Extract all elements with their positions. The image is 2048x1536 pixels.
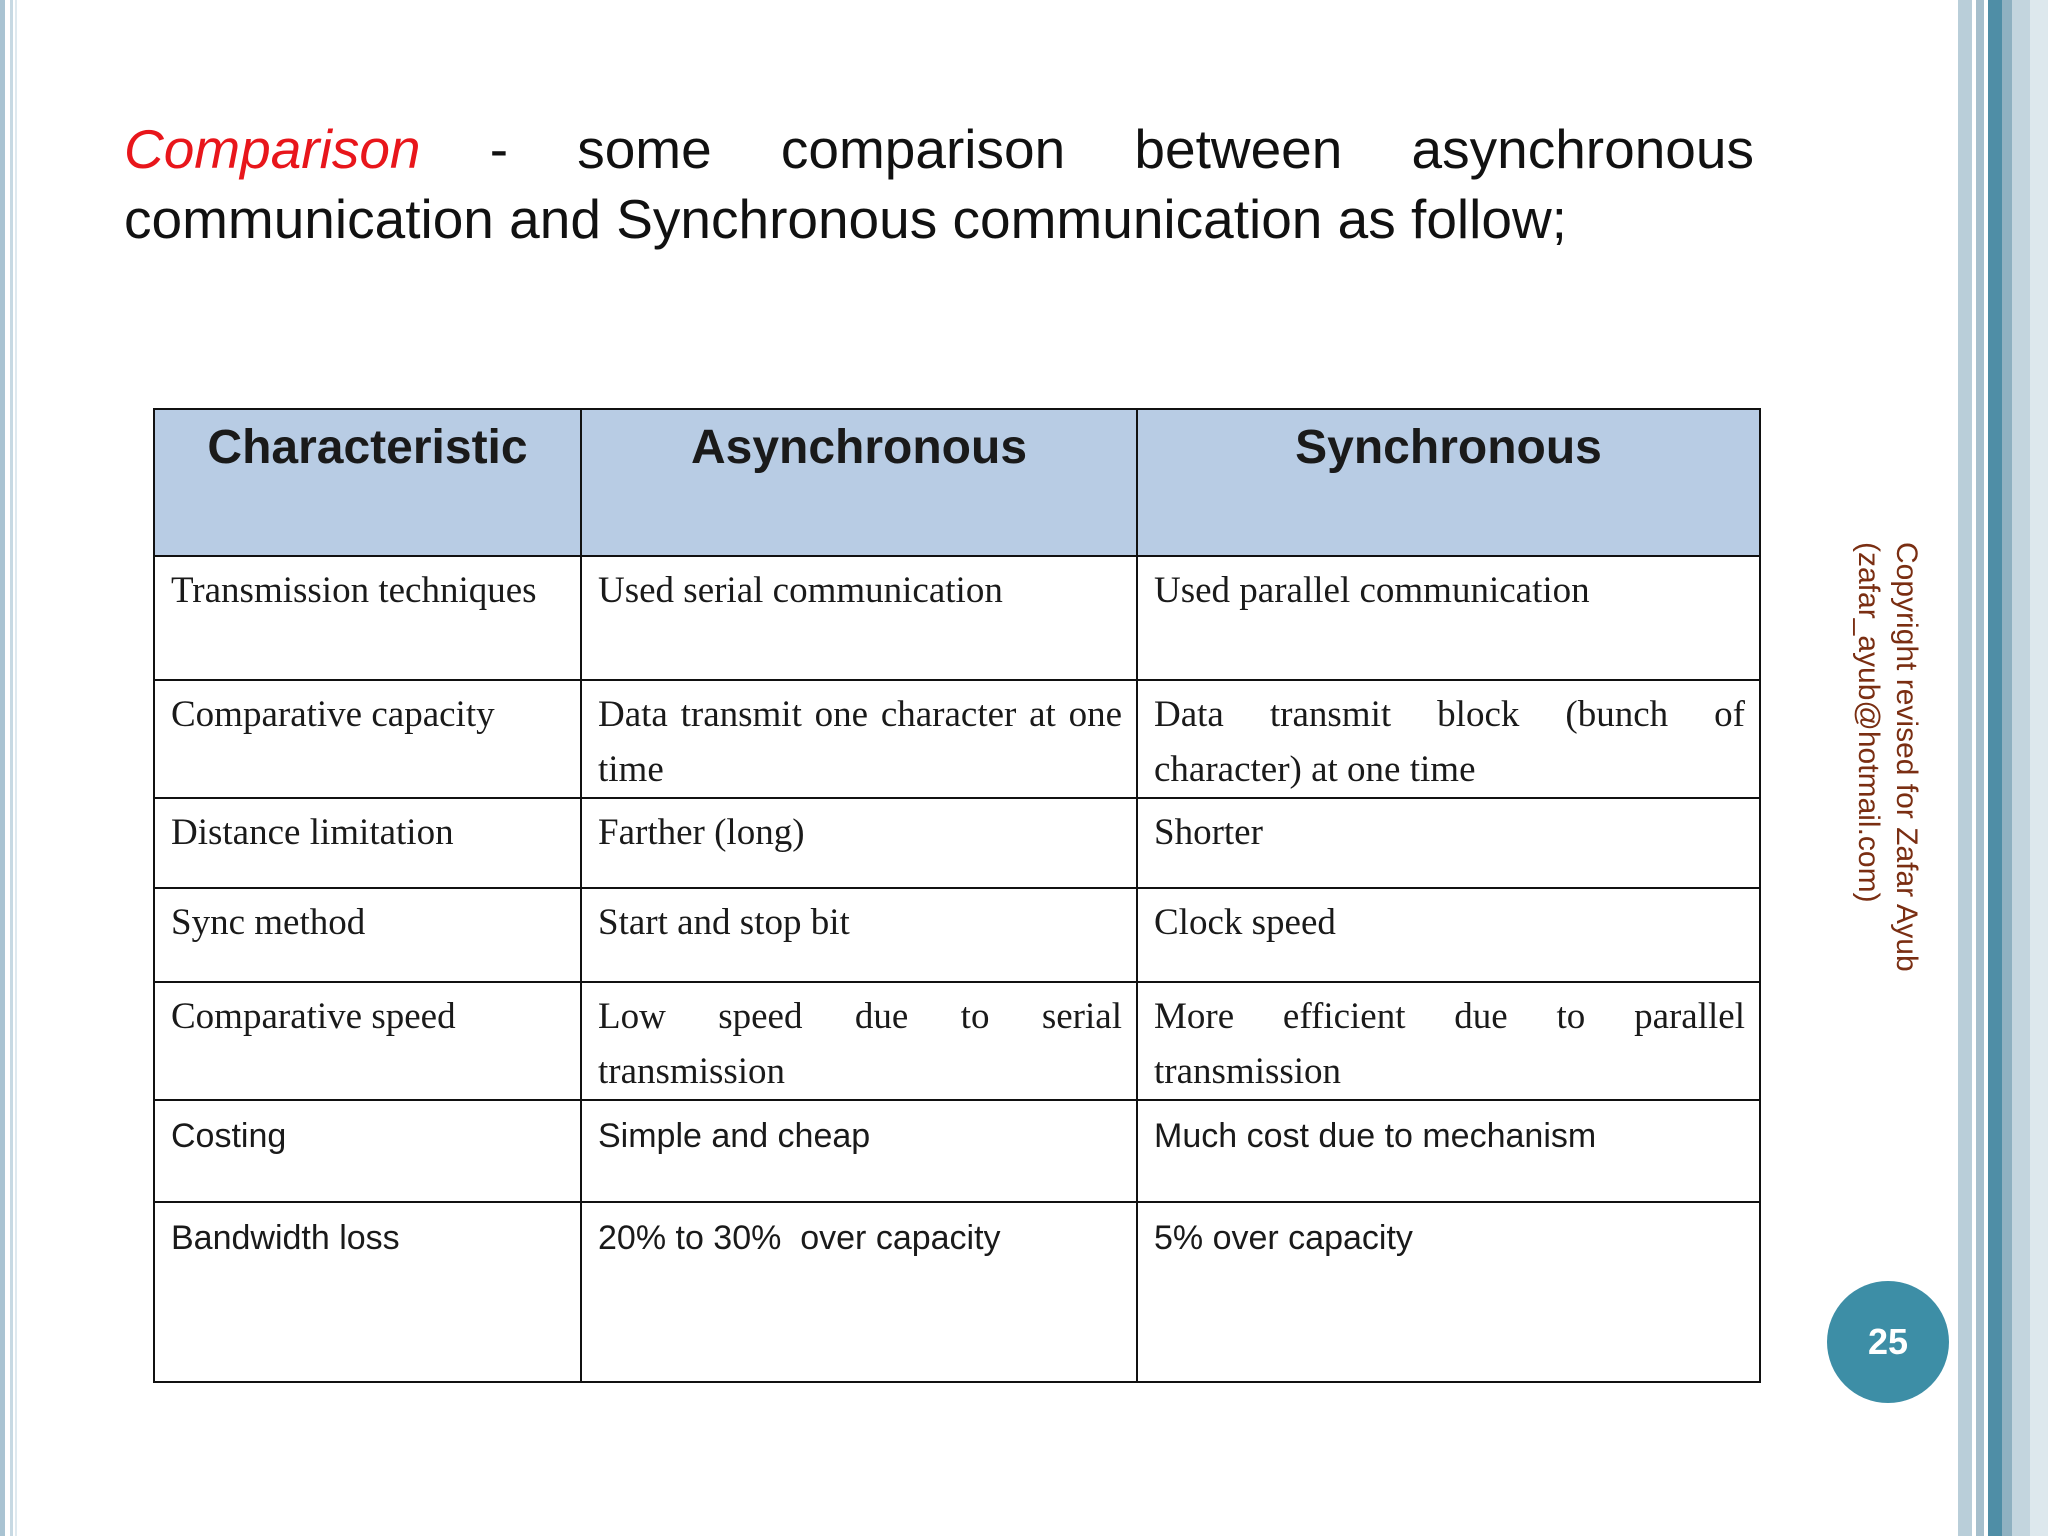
table-cell: Comparative capacity bbox=[154, 680, 581, 798]
table-cell: Used parallel communication bbox=[1137, 556, 1760, 680]
table-cell: Transmission techniques bbox=[154, 556, 581, 680]
table-cell: Costing bbox=[154, 1100, 581, 1202]
right-decor-stripe bbox=[2030, 0, 2048, 1536]
table-row bbox=[154, 680, 1760, 798]
right-decor-stripe bbox=[1958, 0, 1972, 1536]
copyright-line-1: Copyright revised for Zafar Ayub bbox=[1890, 542, 1923, 972]
heading-word: asynchronous bbox=[1411, 118, 1754, 180]
table-row bbox=[154, 1202, 1760, 1382]
heading-word: - bbox=[489, 118, 509, 180]
table-cell: Shorter bbox=[1137, 798, 1760, 888]
header-synchronous: Synchronous bbox=[1137, 409, 1760, 556]
heading-line-2: communication and Synchronous communication as follow; bbox=[124, 188, 1567, 250]
table-cell: Simple and cheap bbox=[581, 1100, 1137, 1202]
table-cell: More efficient due to parallel transmission bbox=[1137, 982, 1760, 1100]
slide-heading bbox=[124, 114, 1754, 254]
heading-keyword: Comparison bbox=[124, 118, 421, 180]
table-cell: Comparative speed bbox=[154, 982, 581, 1100]
table-cell: Bandwidth loss bbox=[154, 1202, 581, 1382]
table-cell: 20% to 30% over capacity bbox=[581, 1202, 1137, 1382]
heading-word: some bbox=[577, 118, 712, 180]
right-decor-stripe bbox=[2012, 0, 2030, 1536]
table-cell: Data transmit block (bunch of character) at one time bbox=[1137, 680, 1760, 798]
table-cell: Distance limitation bbox=[154, 798, 581, 888]
heading-line-1 bbox=[124, 114, 1754, 184]
comparison-table bbox=[153, 408, 1761, 1383]
page-number-badge: 25 bbox=[1827, 1281, 1949, 1403]
table-row bbox=[154, 1100, 1760, 1202]
table-cell: Used serial communication bbox=[581, 556, 1137, 680]
header-characteristic: Characteristic bbox=[154, 409, 581, 556]
heading-word: between bbox=[1134, 118, 1343, 180]
left-border-line bbox=[15, 0, 17, 1536]
left-border-line bbox=[10, 0, 13, 1536]
header-asynchronous: Asynchronous bbox=[581, 409, 1137, 556]
table-row bbox=[154, 798, 1760, 888]
copyright-line-2: (zafar_ayub@hotmail.com) bbox=[1852, 542, 1885, 903]
table-cell: Sync method bbox=[154, 888, 581, 982]
table-cell: Start and stop bit bbox=[581, 888, 1137, 982]
table-cell: Data transmit one character at one time bbox=[581, 680, 1137, 798]
heading-word: comparison bbox=[780, 118, 1066, 180]
table-cell: 5% over capacity bbox=[1137, 1202, 1760, 1382]
table-cell: Clock speed bbox=[1137, 888, 1760, 982]
table-header-row bbox=[154, 409, 1760, 556]
left-border-line bbox=[0, 0, 5, 1536]
right-decor-stripe bbox=[1988, 0, 2002, 1536]
right-decor-stripe bbox=[1976, 0, 1984, 1536]
table-cell: Much cost due to mechanism bbox=[1137, 1100, 1760, 1202]
table-cell: Low speed due to serial transmission bbox=[581, 982, 1137, 1100]
table-row bbox=[154, 888, 1760, 982]
table-row bbox=[154, 982, 1760, 1100]
table-cell: Farther (long) bbox=[581, 798, 1137, 888]
right-decor-stripe bbox=[2002, 0, 2012, 1536]
table-row bbox=[154, 556, 1760, 680]
